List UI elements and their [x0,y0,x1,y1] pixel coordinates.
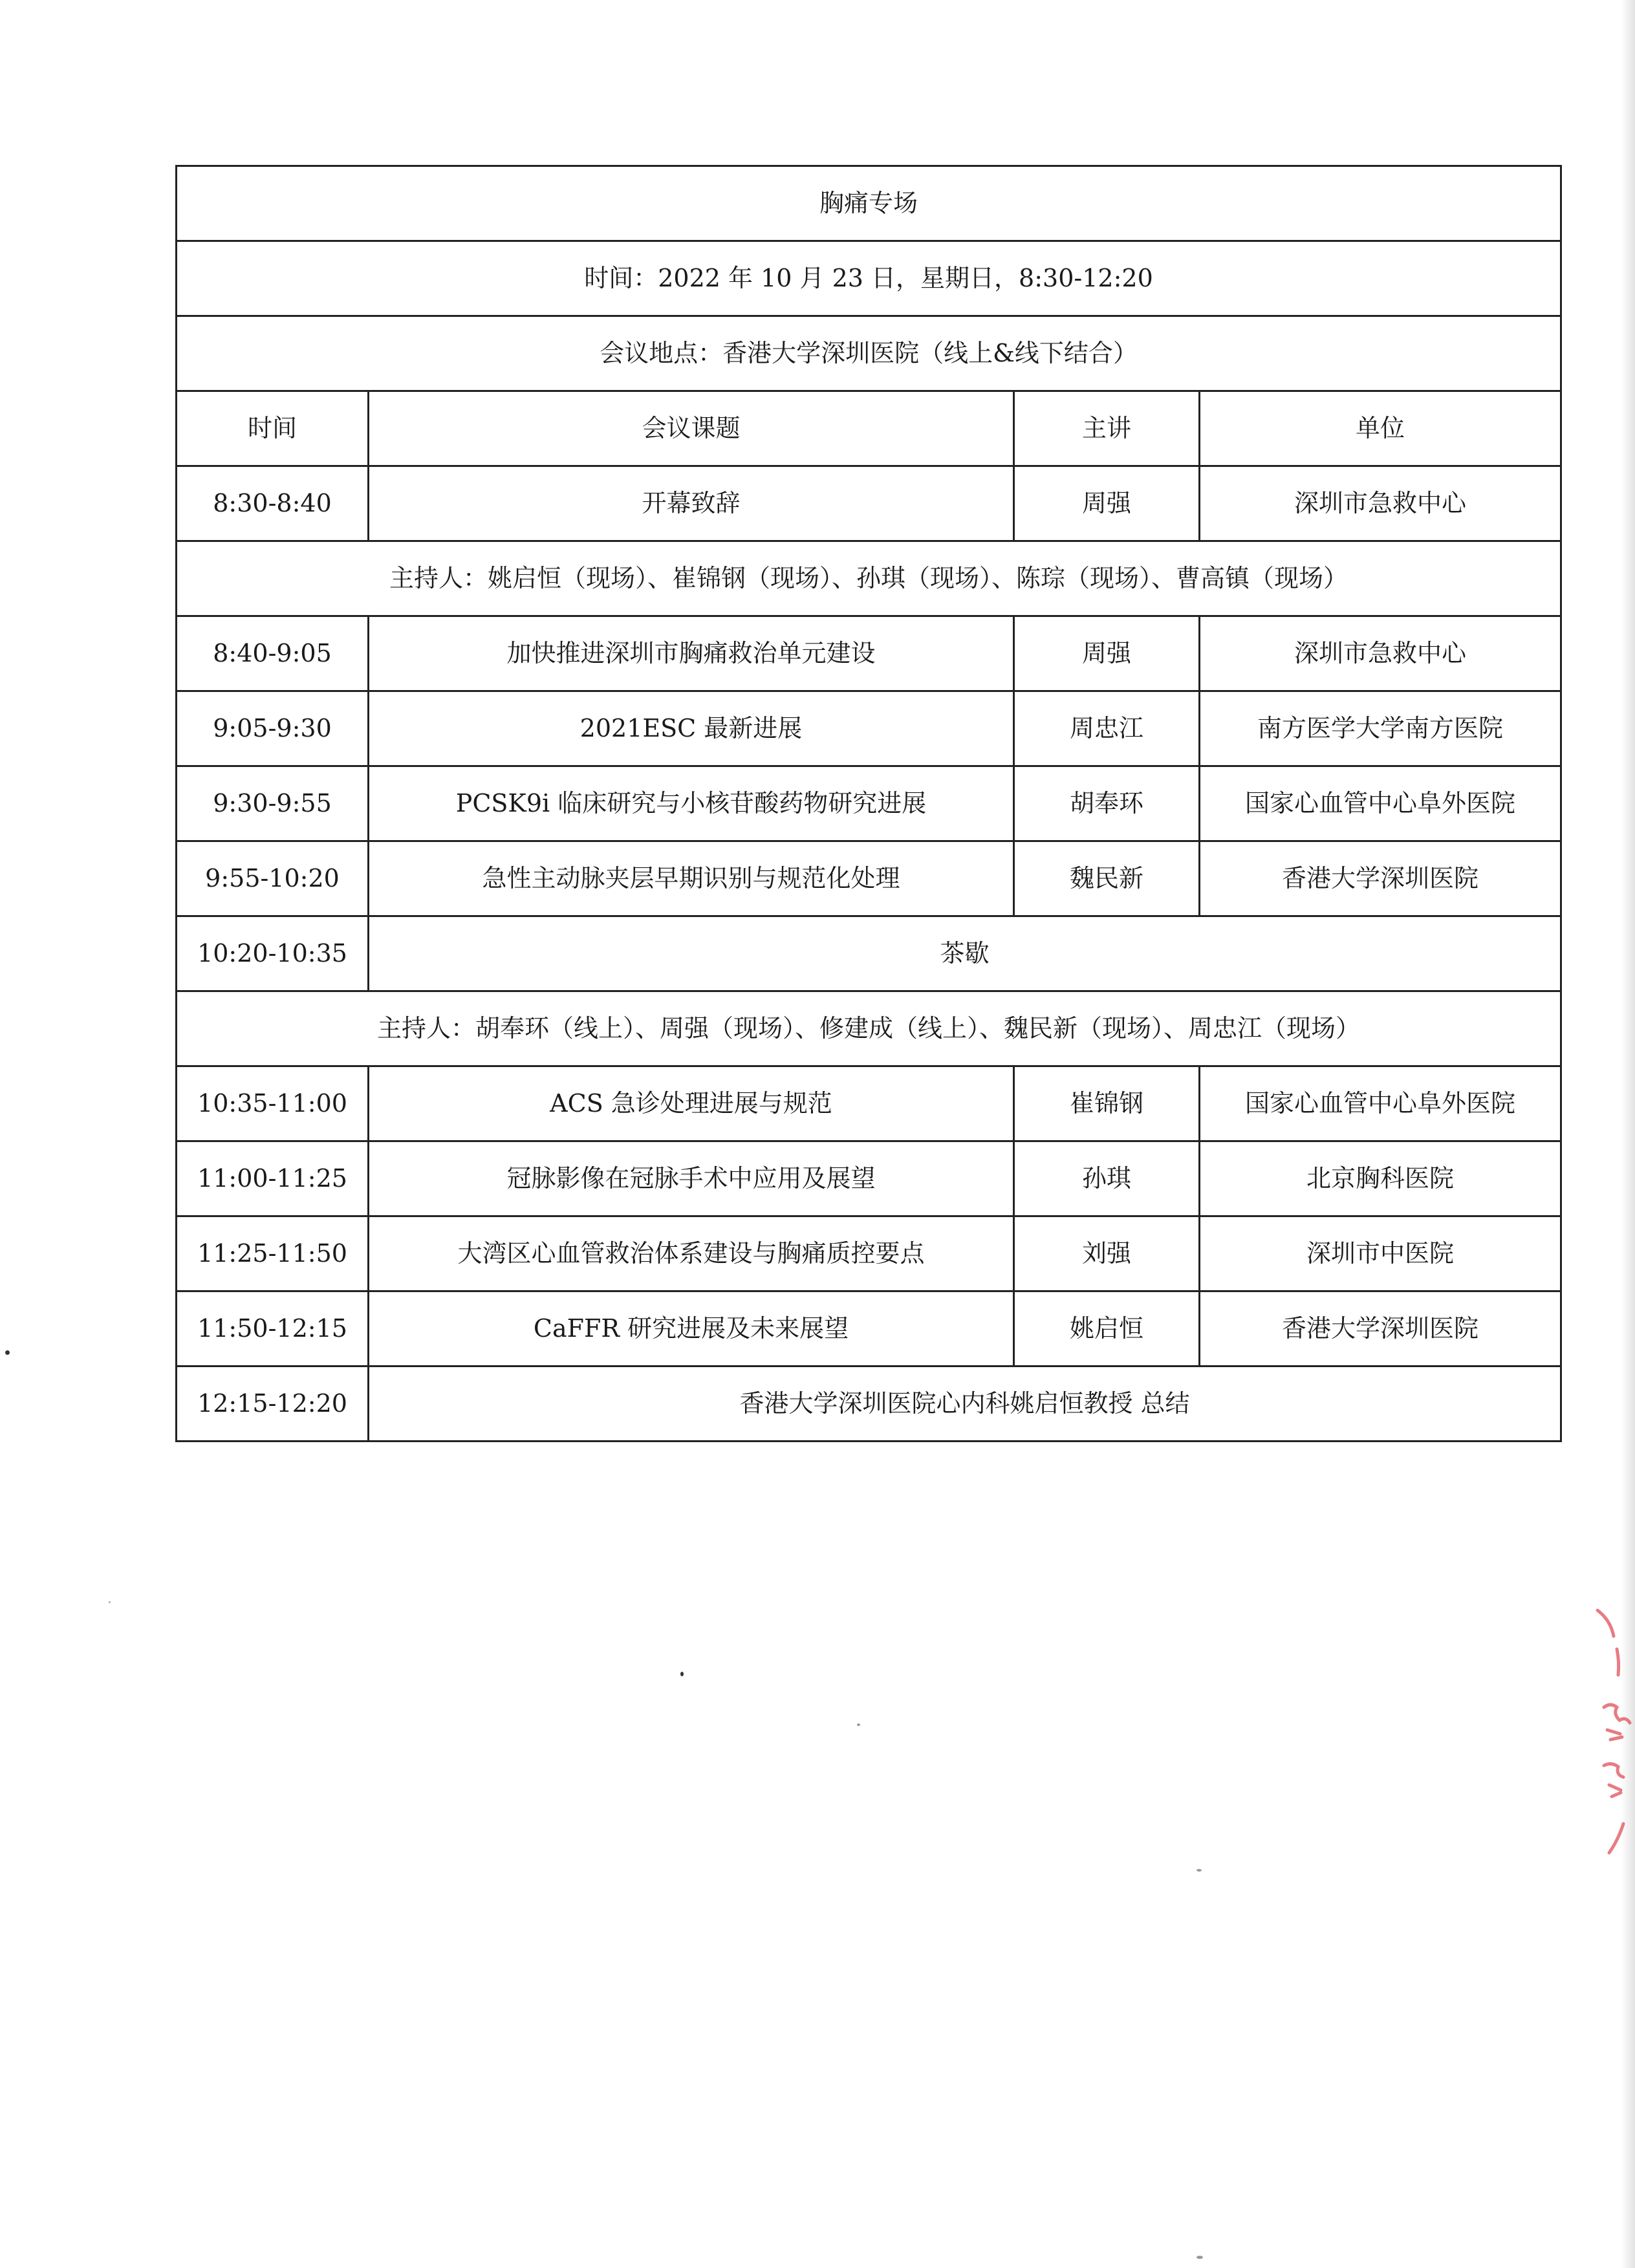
row-time: 10:35-11:00 [177,1066,369,1141]
seal-stamp-fragment [1578,1591,1635,1863]
table-row [177,841,1561,916]
header-time: 时间 [177,391,369,466]
summary-text: 香港大学深圳医院心内科姚启恒教授 总结 [369,1366,1561,1442]
header-row [177,391,1561,466]
row-topic: 开幕致辞 [369,466,1014,541]
session-title: 胸痛专场 [177,166,1561,241]
table-row [177,466,1561,541]
row-time: 11:25-11:50 [177,1216,369,1291]
row-unit: 深圳市急救中心 [1200,616,1561,691]
row-topic: 大湾区心血管救治体系建设与胸痛质控要点 [369,1216,1014,1291]
session-time: 时间：2022 年 10 月 23 日，星期日，8:30-12:20 [177,241,1561,316]
row-time: 8:40-9:05 [177,616,369,691]
summary-row [177,1366,1561,1442]
table-row [177,1216,1561,1291]
row-unit: 香港大学深圳医院 [1200,841,1561,916]
host-row [177,541,1561,616]
break-text: 茶歇 [369,916,1561,991]
row-unit: 北京胸科医院 [1200,1141,1561,1216]
row-topic: 2021ESC 最新进展 [369,691,1014,766]
row-unit: 国家心血管中心阜外医院 [1200,1066,1561,1141]
row-time: 9:05-9:30 [177,691,369,766]
row-speaker: 崔锦钢 [1014,1066,1200,1141]
scan-speck [1196,2256,1203,2259]
table-row [177,1291,1561,1366]
break-row [177,916,1561,991]
scan-speck [1196,1869,1202,1872]
header-unit: 单位 [1200,391,1561,466]
host-text: 主持人：姚启恒（现场）、崔锦钢（现场）、孙琪（现场）、陈琮（现场）、曹高镇（现场） [177,541,1561,616]
schedule-table [175,165,1562,1442]
venue-row [177,316,1561,391]
header-speaker: 主讲 [1014,391,1200,466]
row-time: 9:55-10:20 [177,841,369,916]
row-time: 9:30-9:55 [177,766,369,841]
table-row [177,691,1561,766]
table-row [177,1066,1561,1141]
row-topic: CaFFR 研究进展及未来展望 [369,1291,1014,1366]
scan-speck [5,1350,10,1355]
row-topic: ACS 急诊处理进展与规范 [369,1066,1014,1141]
scan-speck [857,1723,860,1726]
row-speaker: 周忠江 [1014,691,1200,766]
table-row [177,1141,1561,1216]
row-unit: 香港大学深圳医院 [1200,1291,1561,1366]
row-unit: 深圳市中医院 [1200,1216,1561,1291]
row-speaker: 姚启恒 [1014,1291,1200,1366]
host-text: 主持人：胡奉环（线上）、周强（现场）、修建成（线上）、魏民新（现场）、周忠江（现场） [177,991,1561,1066]
row-unit: 南方医学大学南方医院 [1200,691,1561,766]
page-edge [1621,0,1635,2268]
row-topic: 加快推进深圳市胸痛救治单元建设 [369,616,1014,691]
row-time: 8:30-8:40 [177,466,369,541]
row-unit: 深圳市急救中心 [1200,466,1561,541]
row-speaker: 周强 [1014,616,1200,691]
host-row [177,991,1561,1066]
table-row [177,616,1561,691]
scan-speck [109,1601,111,1603]
row-speaker: 周强 [1014,466,1200,541]
session-venue: 会议地点：香港大学深圳医院（线上&线下结合） [177,316,1561,391]
row-time: 11:50-12:15 [177,1291,369,1366]
row-speaker: 孙琪 [1014,1141,1200,1216]
time-row [177,241,1561,316]
table-row [177,766,1561,841]
row-time: 12:15-12:20 [177,1366,369,1442]
header-topic: 会议课题 [369,391,1014,466]
row-topic: 冠脉影像在冠脉手术中应用及展望 [369,1141,1014,1216]
row-unit: 国家心血管中心阜外医院 [1200,766,1561,841]
scan-speck [680,1672,684,1676]
row-speaker: 刘强 [1014,1216,1200,1291]
row-speaker: 魏民新 [1014,841,1200,916]
row-speaker: 胡奉环 [1014,766,1200,841]
row-topic: PCSK9i 临床研究与小核苷酸药物研究进展 [369,766,1014,841]
row-time: 10:20-10:35 [177,916,369,991]
row-topic: 急性主动脉夹层早期识别与规范化处理 [369,841,1014,916]
row-time: 11:00-11:25 [177,1141,369,1216]
title-row [177,166,1561,241]
